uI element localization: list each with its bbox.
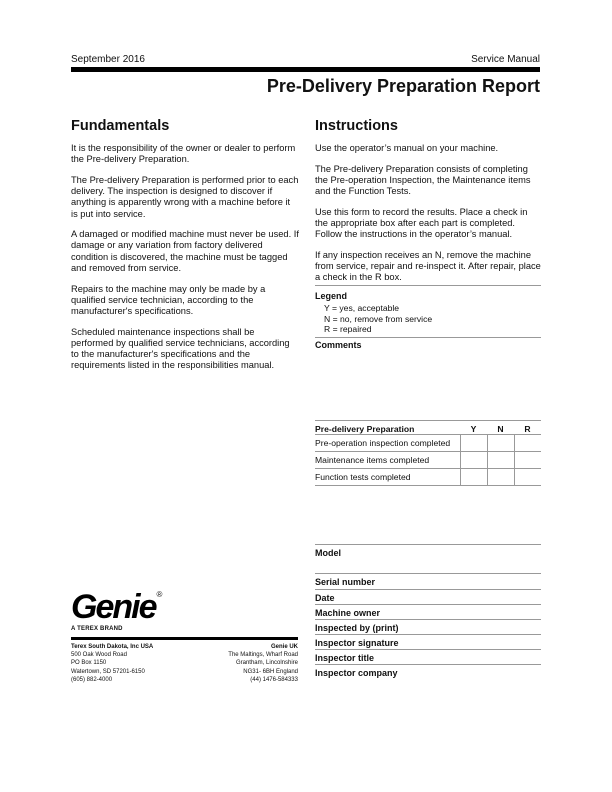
field-inspector-company[interactable]: Inspector company (315, 664, 541, 678)
field-inspector-signature[interactable]: Inspector signature (315, 634, 541, 648)
pre-delivery-checklist (315, 420, 541, 486)
instructions-section (315, 118, 541, 293)
instructions-paragraph: Use this form to record the results. Place a check in the appropriate box after each part is completed. Follow the instructions in the operator’s manual. (315, 206, 528, 240)
column-r: R (514, 421, 541, 435)
checkbox-n[interactable] (487, 452, 514, 469)
address-usa (71, 643, 153, 684)
instructions-paragraph: If any inspection receives an N, remove the machine from service, repair and re-inspect it. After repair, place a check in the R box. (315, 249, 541, 283)
checklist-item-maintenance: Maintenance items completed (315, 452, 460, 469)
checkbox-r[interactable] (514, 469, 541, 486)
legend-item-no: N = no, remove from service (324, 313, 433, 324)
fundamentals-heading: Fundamentals (71, 118, 170, 134)
address-line: (605) 882-4000 (71, 676, 113, 683)
fundamentals-paragraph: The Pre-delivery Preparation is performed prior to each delivery. The inspection is designed to discover if anything is apparently wrong with a machine before it is put into service. (71, 174, 299, 219)
address-line: Watertown, SD 57201-6150 (71, 668, 145, 675)
legend (315, 285, 541, 335)
fundamentals-paragraph: Scheduled maintenance inspections shall be performed by qualified service technicians, according to the manufacturer's specifications and the requirements listed in the responsibilities manual. (71, 326, 290, 371)
header-date: September 2016 (71, 54, 145, 65)
column-n: N (487, 421, 514, 435)
logo-wordmark: Genie (71, 588, 156, 626)
legend-item-yes: Y = yes, acceptable (324, 303, 400, 313)
checkbox-n[interactable] (487, 435, 514, 452)
checkbox-y[interactable] (460, 452, 487, 469)
fundamentals-paragraph: A damaged or modified machine must never be used. If damage or any variation from factory delivered condition is discovered, the machine must be tagged and removed from service. (71, 229, 299, 273)
checkbox-y[interactable] (460, 469, 487, 486)
instructions-paragraph: Use the operator’s manual on your machine. (315, 143, 499, 153)
address-line: Grantham, Lincolnshire (235, 660, 298, 667)
page-title: Pre-Delivery Preparation Report (266, 76, 540, 96)
legend-title: Legend (315, 291, 348, 301)
checklist-header-row (315, 421, 541, 435)
field-inspector-title[interactable]: Inspector title (315, 649, 541, 663)
checkbox-n[interactable] (487, 469, 514, 486)
address-line: Terex South Dakota, Inc USA (71, 644, 154, 650)
checkbox-r[interactable] (514, 435, 541, 452)
address-line: 500 Oak Wood Road (71, 652, 127, 659)
genie-logo (71, 590, 162, 624)
address-line: NG31- 6BH England (243, 668, 298, 675)
field-model[interactable]: Model (315, 544, 541, 558)
header-rule (71, 67, 540, 72)
table-row (315, 469, 541, 486)
address-rule (71, 637, 298, 640)
field-date[interactable]: Date (315, 589, 541, 603)
field-serial-number[interactable]: Serial number (315, 573, 541, 587)
fundamentals-paragraph: Repairs to the machine may only be made by a qualified service technician, according to the manufacturer's specifications. (71, 283, 266, 316)
checkbox-r[interactable] (514, 452, 541, 469)
address-line: PO Box 1150 (71, 660, 107, 667)
checklist-item-function: Function tests completed (315, 469, 460, 486)
registered-mark: ® (156, 590, 163, 599)
instructions-paragraph: The Pre-delivery Preparation consists of completing the Pre-operation Inspection, the Maintenance items and the Function Tests. (315, 163, 531, 197)
table-row (315, 435, 541, 452)
comments-label: Comments (315, 337, 541, 350)
address-line: Genie UK (270, 644, 298, 650)
instructions-heading: Instructions (315, 118, 398, 134)
address-line: The Maltings, Wharf Road (228, 652, 298, 659)
fundamentals-paragraph: It is the responsibility of the owner or dealer to perform the Pre-delivery Preparation. (71, 143, 296, 165)
field-machine-owner[interactable]: Machine owner (315, 604, 541, 618)
header-doc-type: Service Manual (471, 54, 540, 65)
checklist-header: Pre-delivery Preparation (315, 421, 460, 435)
field-inspected-by[interactable]: Inspected by (print) (315, 619, 541, 633)
brand-line: A TEREX BRAND (71, 626, 123, 632)
fundamentals-section (71, 118, 299, 381)
checkbox-y[interactable] (460, 435, 487, 452)
legend-item-repaired: R = repaired (324, 324, 372, 335)
column-y: Y (460, 421, 487, 435)
checklist-item-preop: Pre-operation inspection completed (315, 435, 460, 452)
address-uk (180, 643, 298, 684)
table-row (315, 452, 541, 469)
address-line: (44) 1476-584333 (250, 676, 298, 683)
